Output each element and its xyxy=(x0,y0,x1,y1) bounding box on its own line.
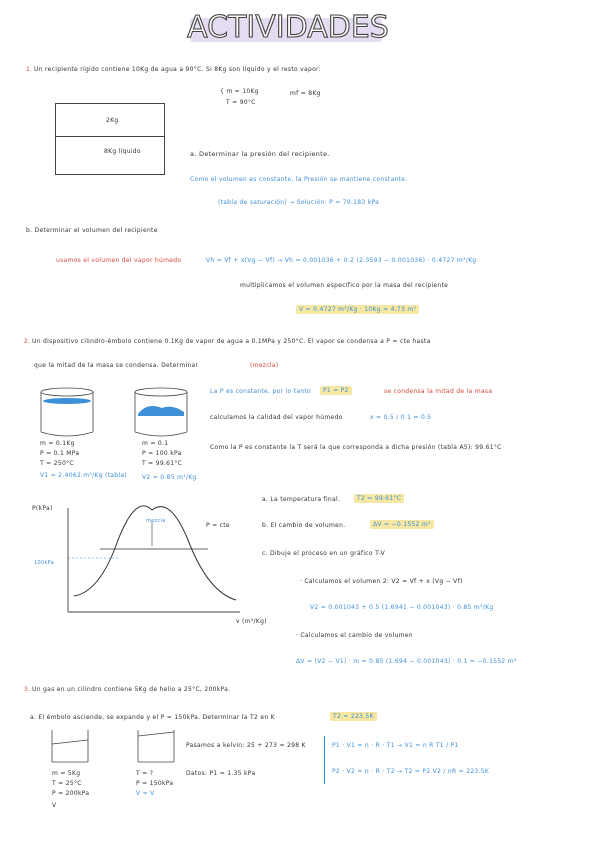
p1-container-diagram xyxy=(55,103,165,175)
p3-answer-a: T2 = 223.5K xyxy=(330,712,377,721)
p2-note-a2: se condensa la mitad de la masa xyxy=(384,388,493,395)
p3-given-right-volume: V = V xyxy=(136,790,155,797)
p1-answer-b-formula: Vh = Vf + x(Vg − Vf) → Vh = 0.001036 + 0.2 (2.3593 − 0.001036) · 0.4727 m³/Kg xyxy=(206,257,477,264)
p2-answer-b: ΔV = −0.1552 m³ xyxy=(370,520,434,529)
p2-given-right-temp: T = 99.61°C xyxy=(142,460,183,467)
p2-given-left-mass: m = 0.1Kg xyxy=(40,440,75,447)
p2-answer-a: T2 = 99.61°C xyxy=(354,494,404,503)
p2-pv-graph xyxy=(40,500,250,628)
p2-given-right-pressure: P = 100 kPa xyxy=(142,450,182,457)
p2-note-a-box: P1 = P2 xyxy=(320,386,352,395)
p3-given-pressure: P = 200kPa xyxy=(52,790,90,797)
p3-formula-1: P1 · V1 = n · R · T1 → V1 = n R T1 / P1 xyxy=(332,742,459,749)
p2-question-a: a. La temperatura final. xyxy=(262,496,341,503)
p2-given-right-mass: m = 0.1 xyxy=(142,440,169,447)
page-title: ACTIVIDADES xyxy=(187,10,389,45)
p1-question-a: a. Determinar la presión del recipiente. xyxy=(190,150,330,158)
p1-phase-divider xyxy=(56,136,164,137)
p3-given-mass: m = 5Kg xyxy=(52,770,81,777)
p2-given-left-volume: V1 = 2.4062 m³/Kg (tabla) xyxy=(40,472,127,479)
problem-2-statement-2: que la mitad de la masa se condensa. Determinar xyxy=(34,362,199,369)
p2-note-a: La P es constante, por lo tanto xyxy=(210,388,312,395)
p1-answer-b-result: V = 0.4727 m³/Kg · 10Kg = 4.73 m³ xyxy=(296,305,419,314)
p1-given-mass: { m = 10Kg xyxy=(220,88,259,95)
problem-2-mix-tag: (mezcla) xyxy=(250,362,279,369)
p3-given-volume: V xyxy=(52,802,57,809)
graph-y-label: P(kPa) xyxy=(32,505,53,512)
graph-tick-label: 100kPa xyxy=(34,560,55,566)
p3-given-right-temp: T = ? xyxy=(136,770,154,777)
p2-calc-1: · Calculamos el volumen 2: V2 = Vf + x (Vg − Vf) xyxy=(300,578,463,585)
p1-answer-a-table: (tabla de saturación) → Solución: P = 70.183 kPa xyxy=(218,199,380,206)
cylinder-1-diagram xyxy=(38,384,98,440)
p1-answer-b-lead: usamos el volumen del vapor húmedo xyxy=(56,257,182,264)
p3-given-temp: T = 25°C xyxy=(52,780,82,787)
p2-note-b-formula: x = 0.5 / 0.1 = 0.5 xyxy=(370,414,432,421)
p3-given-right-pressure: P = 150kPa xyxy=(136,780,174,787)
p3-question-a: a. El émbolo asciende, se expande y el P = 150kPa. Determinar la T2 en K xyxy=(30,714,275,721)
p1-given-liquid: mf = 8Kg xyxy=(290,90,321,97)
p3-cylinder-1 xyxy=(50,728,90,764)
p2-calc-3: · Calculamos el cambio de volumen xyxy=(296,632,413,639)
cylinder-2-diagram xyxy=(132,384,192,440)
p3-formula-divider xyxy=(324,736,325,784)
problem-2-statement: Un dispositivo cilindro-émbolo contiene 0.1Kg de vapor de agua a 0.1MPa y 250°C. El vapor se condensa a P = cte hasta xyxy=(32,338,431,345)
p1-answer-a: Como el volumen es constante, la Presión se mantiene constante. xyxy=(190,176,408,183)
p2-given-left-temp: T = 250°C xyxy=(40,460,74,467)
p2-calc-4: ΔV = (V2 − V1) · m = 0.85 (1.694 − 0.001043) · 0.1 = −0.1552 m³ xyxy=(296,658,517,665)
p2-note-b: calculamos la calidad del vapor húmedo xyxy=(210,414,343,421)
p2-calc-2: V2 = 0.001043 + 0.5 (1.6941 − 0.001043) · 0.85 m³/Kg xyxy=(310,604,494,611)
p1-liquid-label: 8Kg líquido xyxy=(104,148,141,155)
graph-p-label: P = cte xyxy=(206,522,230,529)
p2-given-left-pressure: P = 0.1 MPa xyxy=(40,450,80,457)
problem-3-statement: Un gas en un cilindro contiene 5Kg de helio a 25°C, 200kPa. xyxy=(32,686,231,693)
p1-given-temp: T = 90°C xyxy=(226,99,256,106)
problem-1-number: 1. xyxy=(26,66,33,73)
problem-2-number: 2. xyxy=(24,338,31,345)
p2-question-c: c. Dibuje el proceso en un gráfico T-V xyxy=(262,550,386,557)
p3-step-1: Pasamos a kelvin: 25 + 273 = 298 K xyxy=(186,742,306,749)
p2-note-c: Como la P es constante la T será la que corresponda a dicha presión (tabla A5): 99.61°C xyxy=(210,444,502,451)
p3-formula-2: P2 · V2 = n · R · T2 → T2 = P2 V2 / nR = 223.5K xyxy=(332,768,490,775)
problem-3-number: 3. xyxy=(24,686,31,693)
problem-1-statement: Un recipiente rígido contiene 10Kg de agua a 90°C. Si 8Kg son líquido y el resto vapor: xyxy=(34,66,322,73)
p3-step-2: Datos: P1 = 1.35 kPa xyxy=(186,770,256,777)
p1-vapor-label: 2Kg xyxy=(106,117,119,124)
p3-cylinder-2 xyxy=(136,728,176,764)
p1-question-b: b. Determinar el volumen del recipiente xyxy=(26,227,158,234)
p1-answer-b-multiply: multiplicamos el volumen específico por la masa del recipiente xyxy=(240,282,449,289)
p2-question-b: b. El cambio de volumen. xyxy=(262,522,346,529)
graph-x-label: v (m³/Kg) xyxy=(236,618,267,625)
graph-mezcla-label: mezcla xyxy=(146,518,166,524)
p2-given-right-volume: V2 = 0.85 m³/Kg xyxy=(142,474,197,481)
